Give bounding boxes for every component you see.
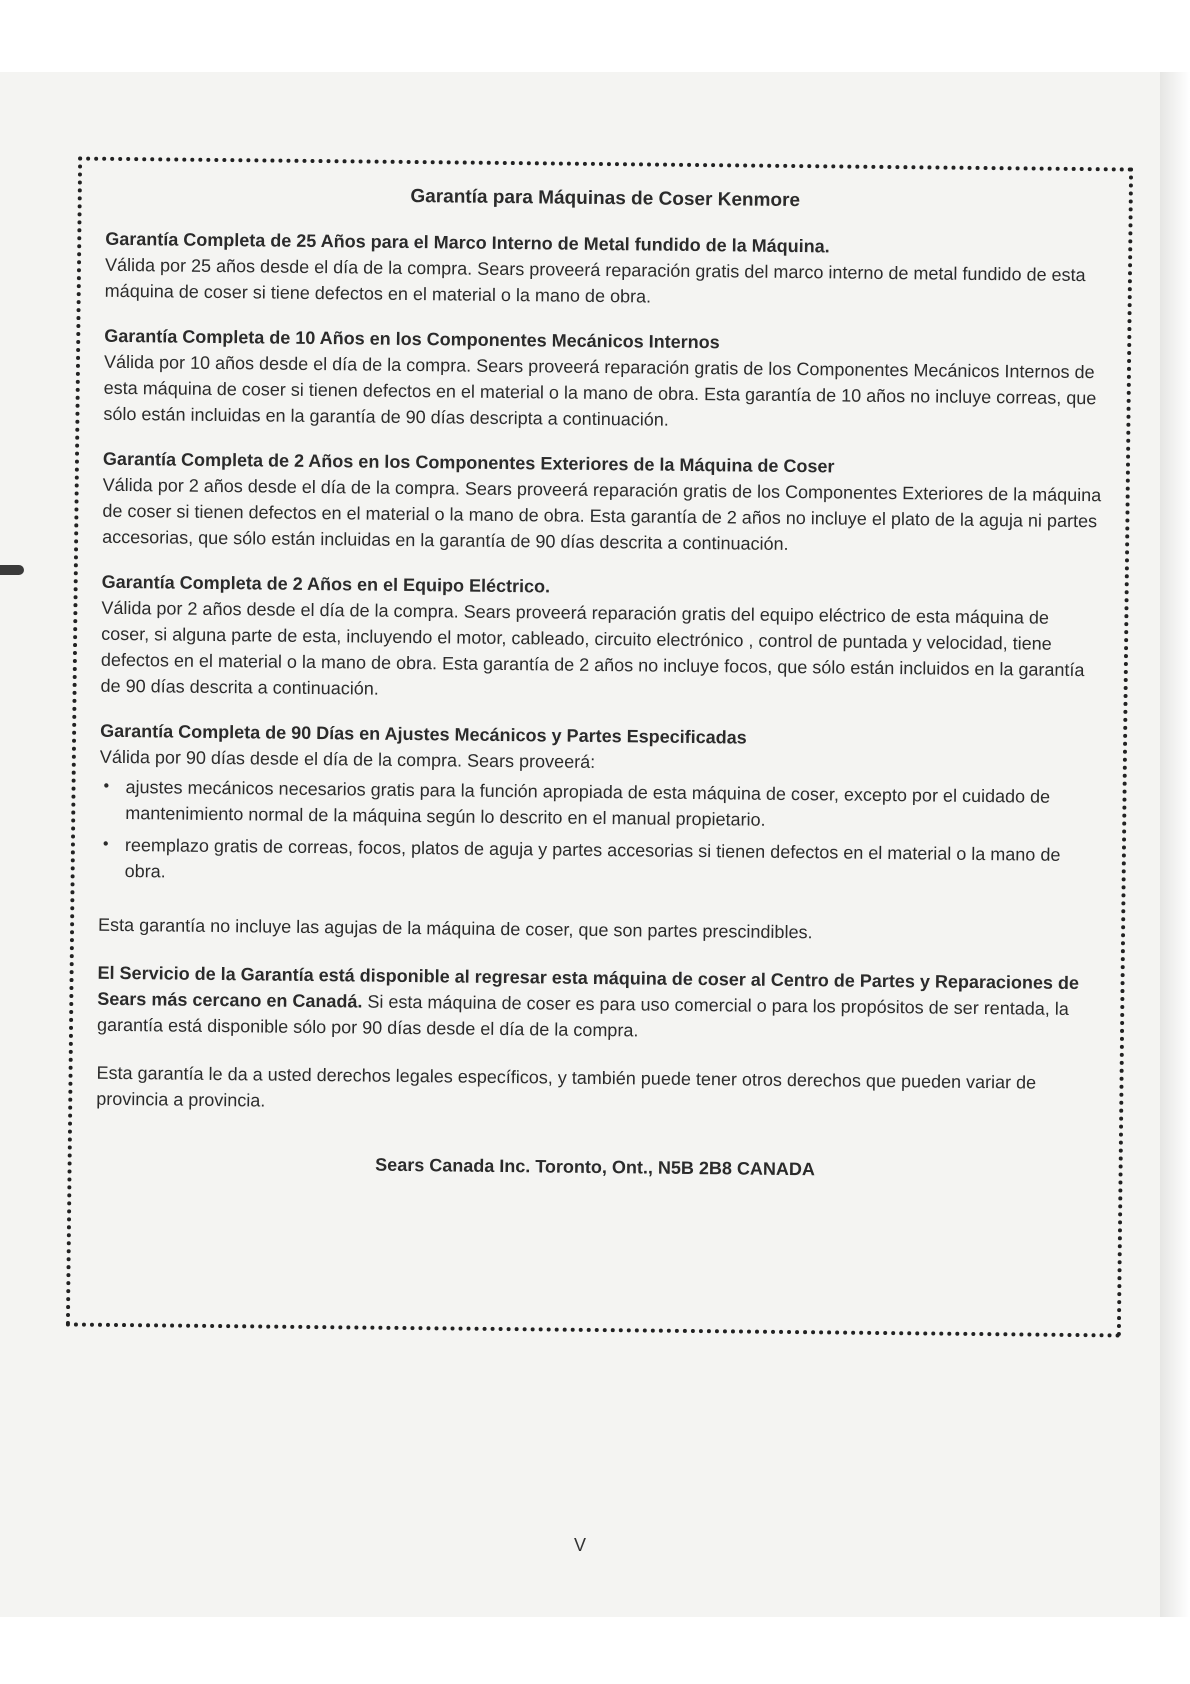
section-body: Válida por 2 años desde el día de la compra. Sears proveerá reparación gratis de los Componentes Exteriores de la máquina de coser si tienen defectos en el material o la mano de obra. Esta garantía de 2 años no incluye el plato de la aguja ni partes accesorias, que sólo están incluidas en la garantía de 90 días descrita a continuación. bbox=[102, 474, 1102, 554]
list-item bbox=[99, 774, 1098, 836]
list-item bbox=[99, 832, 1098, 894]
service-bold-text: El Servicio de la Garantía está disponible al regresar esta máquina de coser al Centro de Partes y Reparaciones de Sears más cercano en Canadá. bbox=[97, 962, 1080, 1012]
section-body: Válida por 10 años desde el día de la compra. Sears proveerá reparación gratis de los Componentes Mecánicos Internos de esta máquina de coser si tienen defectos en el material o la mano de obra. Esta garantía de 10 años no incluye correas, que sólo están incluidas en la garantía de 90 días descripta a continuación. bbox=[103, 351, 1097, 430]
warranty-section-2-years-electric bbox=[100, 572, 1100, 709]
list-item-text: ajustes mecánicos necesarios gratis para la función apropiada de esta máquina de coser, excepto por el cuidado de mantenimiento normal de la máquina según lo descrito en el manual propietario. bbox=[125, 777, 1051, 830]
warranty-title: Garantía para Máquinas de Coser Kenmore bbox=[410, 185, 801, 212]
legal-rights-text: Esta garantía le da a usted derechos legales específicos, y también puede tener otros derechos que pueden variar de provincia a provincia. bbox=[96, 1062, 1037, 1111]
section-body: Válida por 25 años desde el día de la compra. Sears proveerá reparación gratis del marco interno de metal fundido de esta máquina de coser si tiene defectos en el material o la mano de obra. bbox=[104, 254, 1086, 307]
list-item-text: reemplazo gratis de correas, focos, platos de aguja y partes accesorias si tienen defectos en el material o la mano de obra. bbox=[124, 835, 1061, 882]
section-intro: Válida por 90 días desde el día de la compra. Sears proveerá: bbox=[99, 746, 596, 772]
warranty-section-90-days bbox=[99, 721, 1100, 894]
staple-mark bbox=[0, 565, 24, 575]
warranty-section-2-years-exterior bbox=[102, 449, 1102, 560]
section-heading: Garantía Completa de 25 Años para el Marco Interno de Metal fundido de la Máquina. bbox=[105, 228, 830, 257]
company-address: Sears Canada Inc. Toronto, Ont., N5B 2B8 CANADA bbox=[375, 1154, 816, 1180]
service-paragraph bbox=[97, 960, 1097, 1048]
section-heading: Garantía Completa de 2 Años en los Componentes Exteriores de la Máquina de Coser bbox=[102, 448, 835, 477]
section-heading: Garantía Completa de 90 Días en Ajustes Mecánicos y Partes Especificadas bbox=[100, 720, 747, 748]
needles-note: Esta garantía no incluye las agujas de la máquina de coser, que son partes prescindibles. bbox=[98, 914, 813, 943]
section-heading: Garantía Completa de 2 Años en el Equipo Eléctrico. bbox=[101, 571, 551, 597]
bullet-list bbox=[99, 774, 1099, 894]
section-body: Válida por 2 años desde el día de la compra. Sears proveerá reparación gratis del equipo eléctrico de esta máquina de coser, si alguna parte de esta, incluyendo el motor, cableado, circuito electrónico , control de puntada y velocidad, tiene defectos en el material o la mano de obra. Esta garantía de 2 años no incluye focos, que sólo están incluidos en la garantía de 90 días descrita a continuación. bbox=[100, 597, 1085, 699]
warranty-section-25-years bbox=[105, 229, 1105, 314]
service-text: Si esta máquina de coser es para uso comercial o para los propósitos de ser rentada, la garantía está disponible sólo por 90 días desde el día de la compra. bbox=[96, 991, 1069, 1041]
bullet-icon: • bbox=[103, 777, 110, 795]
warranty-section-10-years bbox=[103, 326, 1103, 437]
bullet-icon: • bbox=[102, 835, 109, 853]
paper-edge bbox=[1160, 72, 1190, 1617]
page-number: V bbox=[573, 1535, 586, 1555]
warranty-box bbox=[66, 157, 1133, 1338]
section-heading: Garantía Completa de 10 Años en los Componentes Mecánicos Internos bbox=[104, 325, 720, 353]
